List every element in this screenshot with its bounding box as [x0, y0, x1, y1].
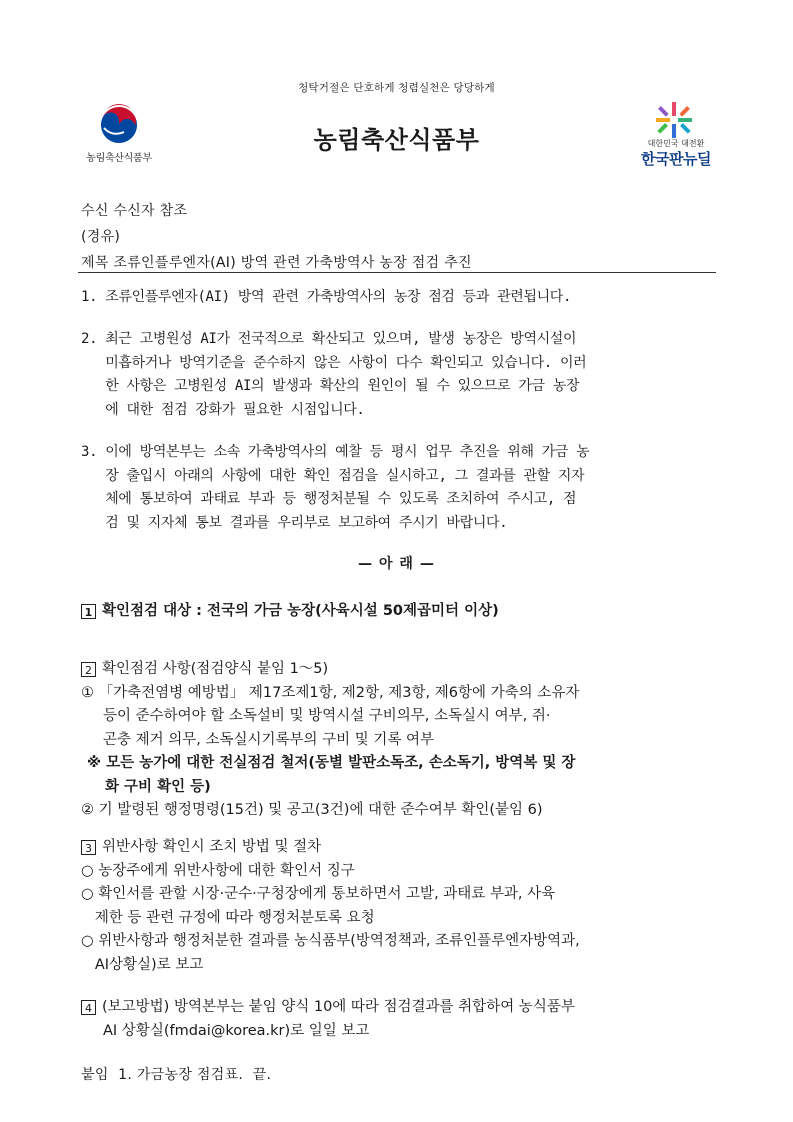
section-4-line: (보고방법) 방역본부는 붙임 양식 10에 따라 점검결과를 취합하여 농식품부 [102, 999, 575, 1015]
section-3-line: AI상황실)로 보고 [81, 956, 204, 973]
attachment-line: 붙임 1. 가금농장 점검표. 끝. [81, 1067, 272, 1083]
section-2-note-line: 화 구비 확인 등) [105, 778, 211, 795]
motto: 청탁거절은 단호하게 청렴실천은 당당하게 [298, 82, 495, 94]
arae-heading: — 아 래 — [358, 556, 435, 572]
section-2 [81, 658, 731, 823]
newdeal-sub-text: 대한민국 대전환 [647, 139, 705, 148]
section-2-item-line: ① 「가축전염병 예방법」 제17조제1항, 제2항, 제3항, 제6항에 가축의 소유자 [81, 684, 580, 701]
ministry-title: 농림축산식품부 [313, 126, 480, 154]
paragraph-line: 장 출입시 아래의 사항에 대한 확인 점검을 실시하고, 그 결과를 관할 지자 [81, 467, 585, 484]
paragraph-3 [81, 441, 721, 535]
newdeal-star-icon [654, 100, 694, 140]
paragraph-line: 한 사항은 고병원성 AI의 발생과 확산의 원인이 될 수 있으므로 가금 농장 [81, 378, 580, 394]
newdeal-main-text: 한국판뉴딜 [641, 150, 711, 168]
paragraph-1 [81, 286, 721, 310]
subject-line: 제목 조류인플루엔자(AI) 방역 관련 가축방역사 농장 점검 추진 [81, 255, 472, 271]
paragraph-line: 1. 조류인플루엔자(AI) 방역 관련 가축방역사의 농장 점검 등과 관련됩니다. [81, 289, 572, 305]
header-divider [78, 272, 716, 273]
section-4-line: AI 상황실(fmdai@korea.kr)로 일일 보고 [103, 1022, 370, 1039]
section-2-note-line: ※ 모든 농가에 대한 전실점검 철저(동별 발판소독조, 손소독기, 방역복 및 장 [87, 755, 576, 771]
paragraph-line: 체에 통보하여 과태료 부과 등 행정처분될 수 있도록 조치하여 주시고, 점 [81, 491, 577, 507]
via-line: (경유) [81, 229, 121, 245]
section-number-box: 2 [81, 662, 96, 677]
section-1-text: 확인점검 대상 : 전국의 가금 농장(사육시설 50제곱미터 이상) [102, 603, 499, 619]
section-3-title: 위반사항 확인시 조치 방법 및 절차 [102, 839, 322, 855]
section-1 [81, 600, 731, 624]
paragraph-line: 미흡하거나 방역기준을 준수하지 않은 사항이 다수 확인되고 있습니다. 이러 [81, 354, 587, 371]
section-2-title: 확인점검 사항(점검양식 붙임 1～5) [102, 661, 329, 677]
paragraph-line: 검 및 지자체 통보 결과를 우리부로 보고하여 주시기 바랍니다. [81, 514, 508, 531]
section-2-item-line: ② 기 발령된 행정명령(15건) 및 공고(3건)에 대한 준수여부 확인(붙임 6) [81, 802, 543, 818]
ministry-logo-text: 농림축산식품부 [86, 153, 152, 164]
paragraph-line: 3. 이에 방역본부는 소속 가축방역사의 예찰 등 평시 업무 추진을 위해 가금 농 [81, 444, 590, 460]
section-3-line: ○ 위반사항과 행정처분한 결과를 농식품부(방역정책과, 조류인플루엔자방역과, [81, 933, 580, 949]
section-3-line: ○ 확인서를 관할 시장·군수·구청장에게 통보하면서 고발, 과태료 부과, 사육 [81, 886, 556, 902]
section-3-line: ○ 농장주에게 위반사항에 대한 확인서 징구 [81, 862, 355, 879]
paragraph-line: 2. 최근 고병원성 AI가 전국적으로 확산되고 있으며, 발생 농장은 방역시설이 [81, 331, 577, 347]
section-2-item-line: 곤충 제거 의무, 소독실시기록부의 구비 및 기록 여부 [103, 731, 435, 748]
section-number-box: 4 [81, 1000, 96, 1015]
section-3-line: 제한 등 관련 규정에 따라 행정처분토록 요청 [81, 909, 375, 926]
paragraph-line: 에 대한 점검 강화가 필요한 시점입니다. [81, 401, 365, 418]
recipient-line: 수신 수신자 참조 [81, 203, 188, 219]
section-number-box: 3 [81, 840, 96, 855]
paragraph-2 [81, 328, 721, 422]
section-4 [81, 996, 731, 1043]
section-3 [81, 836, 731, 977]
section-2-item-line: 등이 준수하여야 할 소독설비 및 방역시설 구비의무, 소독실시 여부, 쥐· [103, 708, 551, 724]
newdeal-logo [626, 100, 726, 170]
section-number-box: 1 [81, 604, 96, 619]
